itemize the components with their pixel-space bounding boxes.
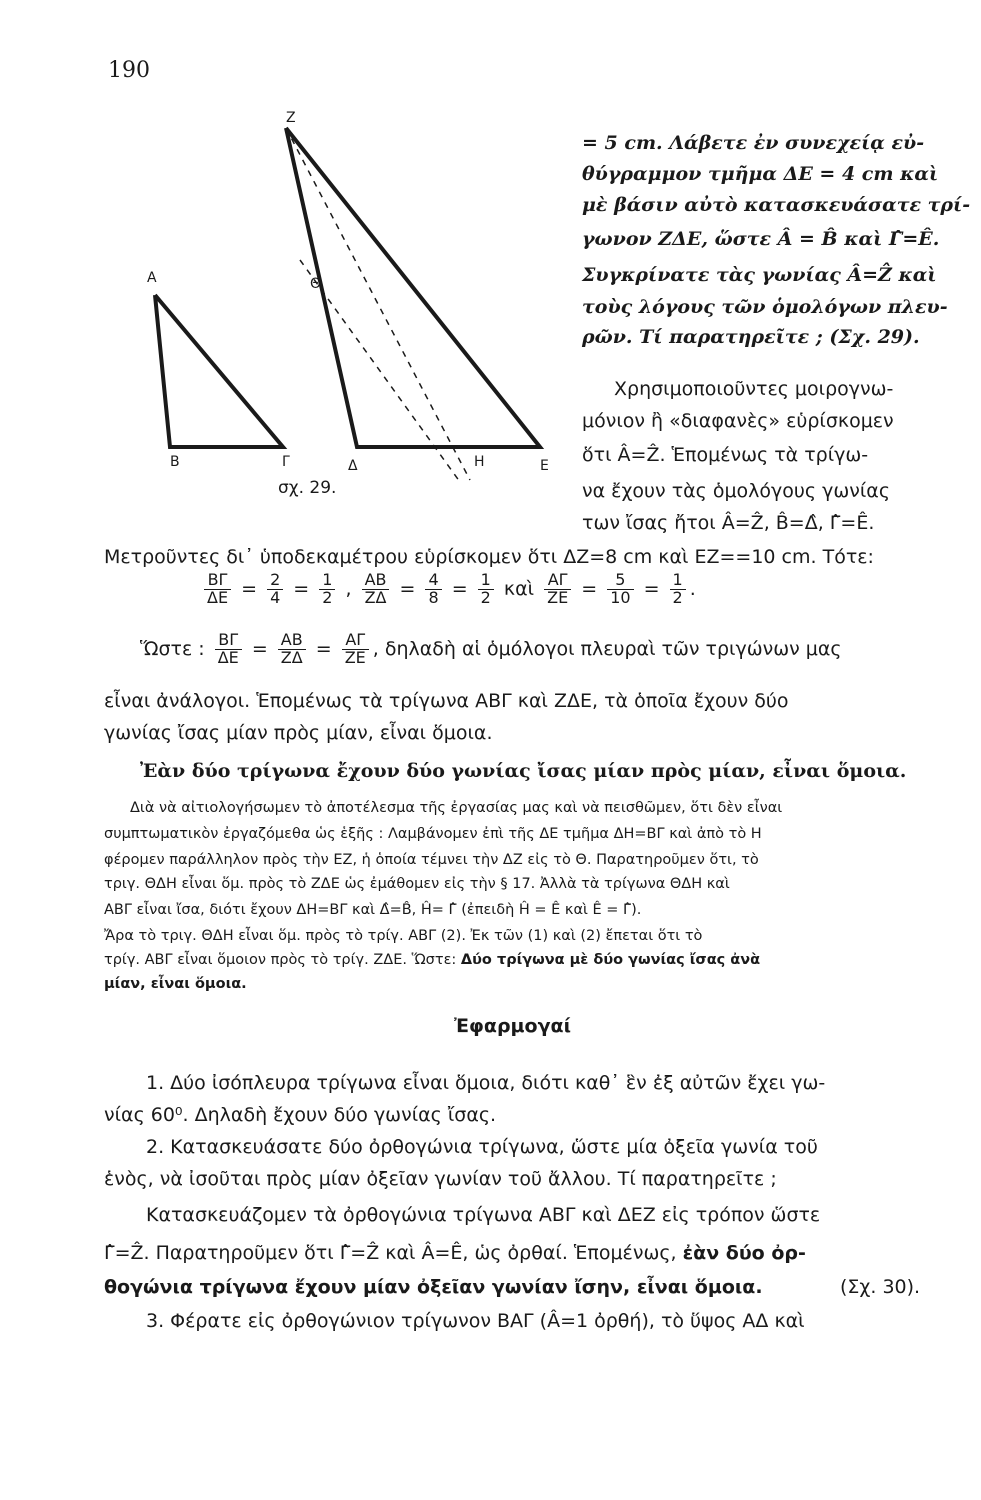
application-line: νίας 60⁰. Δηλαδὴ ἔχουν δύο γωνίας ἴσας. (104, 1104, 497, 1126)
dashed-line-1 (286, 128, 470, 480)
theorem-statement: Ἐὰν δύο τρίγωνα ἔχουν δύο γωνίας ἴσας μίαν πρὸς μίαν, εἶναι ὅμοια. (140, 760, 907, 782)
application-line: θογώνια τρίγωνα ἔχουν μίαν ὀξεῖαν γωνίαν ἴσην, εἶναι ὅμοια. (104, 1276, 763, 1298)
application-line: Κατασκευάζομεν τὰ ὀρθογώνια τρίγωνα ΑΒΓ καὶ ΔΕΖ εἰς τρόπον ὥστε (146, 1204, 821, 1226)
application-line: (Σχ. 30). (840, 1276, 921, 1298)
applications-heading: Ἐφαρμογαί (454, 1015, 571, 1037)
side-text2-line: των ἴσας ἤτοι Â=Ẑ, B̂=Δ̂, Γ̂=Ê. (582, 512, 875, 534)
proof-line: φέρομεν παράλληλον πρὸς τὴν ΕΖ, ἡ ὁποία τέμνει τὴν ΔΖ εἰς τὸ Θ. Παρατηροῦμεν ὅτι, τὸ (104, 852, 759, 868)
proof-bold: Δύο τρίγωνα μὲ δύο γωνίας ἴσας ἀνὰ (460, 952, 761, 968)
application-line (104, 1242, 806, 1264)
triangles-diagram (150, 110, 570, 510)
side-text2-line: Χρησιμοποιοῦντες μοιρογνω- (614, 378, 894, 400)
side-text2-line: να ἔχουν τὰς ὁμολόγους γωνίας (582, 480, 890, 502)
ratio-ab-zd: $\frac{AB}{Z\Delta}$ (362, 572, 390, 607)
label-e: E (540, 458, 549, 474)
triangle-abg (155, 295, 283, 447)
ratio-value: $\frac{1}{2}$ (670, 572, 686, 607)
label-h: H (474, 454, 485, 470)
ratio-ab-zd-2: $\frac{AB}{Z\Delta}$ (278, 632, 306, 667)
proof-line: συμπτωματικὸν ἐργαζόμεθα ὡς ἑξῆς : Λαμβάνομεν ἐπὶ τῆς ΔΕ τμῆμα ΔΗ=ΒΓ καὶ ἀπὸ τὸ Η (104, 826, 762, 842)
ratio-bg-de-2: $\frac{B\Gamma}{\Delta E}$ (215, 632, 242, 667)
ratio-bg-de: $\frac{B\Gamma}{\Delta E}$ (204, 572, 231, 607)
side-text-line: μὲ βάσιν αὐτὸ κατασκευάσατε τρί- (582, 194, 971, 216)
application-line: ἑνὸς, νὰ ἰσοῦται πρὸς μίαν ὀξεῖαν γωνίαν τοῦ ἄλλου. Τί παρατηρεῖτε ; (104, 1168, 777, 1190)
side-text-line: θύγραμμον τμῆμα ΔΕ = 4 cm καὶ (582, 163, 939, 185)
side-text-line: γωνον ΖΔΕ, ὥστε Â = B̂ καὶ Γ̂=Ê. (582, 228, 940, 250)
proof-line: ΑΒΓ εἶναι ἴσα, διότι ἔχουν ΔΗ=ΒΓ καὶ Δ̂=B̂, Ĥ= Γ̂ (ἐπειδὴ Ĥ = Ê καὶ Ê = Γ̂). (104, 902, 642, 918)
proof-line: Ἄρα τὸ τριγ. ΘΔΗ εἶναι ὅμ. πρὸς τὸ τρίγ. ΑΒΓ (2). Ἐκ τῶν (1) καὶ (2) ἔπεται ὅτι τὸ (104, 928, 703, 944)
ratio-value: $\frac{2}{4}$ (267, 572, 283, 607)
ratio-ag-ze: $\frac{A\Gamma}{ZE}$ (544, 572, 571, 607)
label-b: B (170, 454, 180, 470)
proof-line: Διὰ νὰ αἰτιολογήσωμεν τὸ ἀποτέλεσμα τῆς ἐργασίας μας καὶ νὰ πεισθῶμεν, ὅτι δὲν εἶναι (130, 800, 783, 816)
ratio-value: $\frac{1}{2}$ (478, 572, 494, 607)
side-text-line: Συγκρίνατε τὰς γωνίας Â=Ẑ καὶ (582, 264, 937, 286)
label-gamma: Γ (282, 454, 290, 470)
and-word: καὶ (503, 577, 535, 600)
side-text-line: τοὺς λόγους τῶν ὁμολόγων πλευ- (582, 296, 948, 318)
application-line: 1. Δύο ἰσόπλευρα τρίγωνα εἶναι ὅμοια, διότι καθ᾽ ἓν ἐξ αὐτῶν ἔχει γω- (146, 1072, 826, 1094)
ratio-value: $\frac{1}{2}$ (319, 572, 335, 607)
label-delta: Δ (348, 458, 358, 474)
label-z: Z (286, 110, 296, 126)
application-text: Γ̂=Ẑ. Παρατηροῦμεν ὅτι Γ̂=Ẑ καὶ Â=Ê, ὡς ὀρθαί. Ἑπομένως, (104, 1242, 677, 1264)
proof-line: τριγ. ΘΔΗ εἶναι ὅμ. πρὸς τὸ ΖΔΕ ὡς ἐμάθομεν εἰς τὴν § 17. Ἀλλὰ τὰ τρίγωνα ΘΔΗ καὶ (104, 876, 730, 892)
ratio-value: $\frac{5}{10}$ (607, 572, 633, 607)
ratio-ag-ze-2: $\frac{A\Gamma}{ZE}$ (342, 632, 369, 667)
label-theta: Θ (310, 276, 322, 292)
paragraph-line: εἶναι ἀνάλογοι. Ἑπομένως τὰ τρίγωνα ΑΒΓ καὶ ΖΔΕ, τὰ ὁποῖα ἔχουν δύο (104, 690, 789, 712)
side-text2-line: μόνιον ἢ «διαφανὲς» εὑρίσκομεν (582, 410, 894, 432)
proof-text: τρίγ. ΑΒΓ εἶναι ὅμοιον πρὸς τὸ τρίγ. ΖΔΕ. Ὥστε: (104, 952, 457, 968)
page-number: 190 (108, 58, 150, 83)
ratios-row: $\frac{B\Gamma}{\Delta E}$ = $\frac{2}{4}$ = $\frac{1}{2}$ , $\frac{AB}{Z\Delta}$ = $\frac{4}{8}$ = $\frac{1}{2}$ καὶ $\frac{A\Gamma}{ZE}$ = $\frac{5}{10}$ = $\frac{1}{2}$ . (200, 572, 696, 607)
figure-caption: σχ. 29. (278, 478, 337, 498)
side-text-line: ρῶν. Τί παρατηρεῖτε ; (Σχ. 29). (582, 326, 920, 348)
paragraph-line: γωνίας ἴσας μίαν πρὸς μίαν, εἶναι ὅμοια. (104, 722, 493, 744)
side-text-line: = 5 cm. Λάβετε ἐν συνεχείᾳ εὐ- (582, 132, 925, 154)
oste-suffix: , δηλαδὴ αἱ ὁμόλογοι πλευραὶ τῶν τριγώνων μας (372, 637, 842, 660)
application-line: 2. Κατασκευάσατε δύο ὀρθογώνια τρίγωνα, ὥστε μία ὀξεῖα γωνία τοῦ (146, 1136, 818, 1158)
ratio-value: $\frac{4}{8}$ (425, 572, 441, 607)
side-text2-line: ὅτι Â=Ẑ. Ἑπομένως τὰ τρίγω- (582, 444, 869, 466)
label-a: A (147, 270, 157, 286)
oste-row: Ὥστε : $\frac{B\Gamma}{\Delta E}$ = $\frac{AB}{Z\Delta}$ = $\frac{A\Gamma}{ZE}$ , δηλαδὴ αἱ ὁμόλογοι πλευραὶ τῶν τριγώνων μας (140, 630, 842, 667)
measure-line: Μετροῦντες δι᾽ ὑποδεκαμέτρου εὑρίσκομεν ὅτι ΔΖ=8 cm καὶ ΕΖ==10 cm. Τότε: (104, 546, 874, 568)
figure-29 (147, 110, 570, 510)
triangle-zde (286, 128, 540, 447)
proof-line (104, 952, 760, 968)
proof-line: μίαν, εἶναι ὅμοια. (104, 976, 247, 992)
application-line: 3. Φέρατε εἰς ὀρθογώνιον τρίγωνον ΒΑΓ (Â=1 ὀρθή), τὸ ὕψος ΑΔ καὶ (146, 1310, 805, 1332)
oste-prefix: Ὥστε : (140, 637, 205, 660)
application-bold: ἐὰν δύο ὀρ- (682, 1242, 806, 1264)
